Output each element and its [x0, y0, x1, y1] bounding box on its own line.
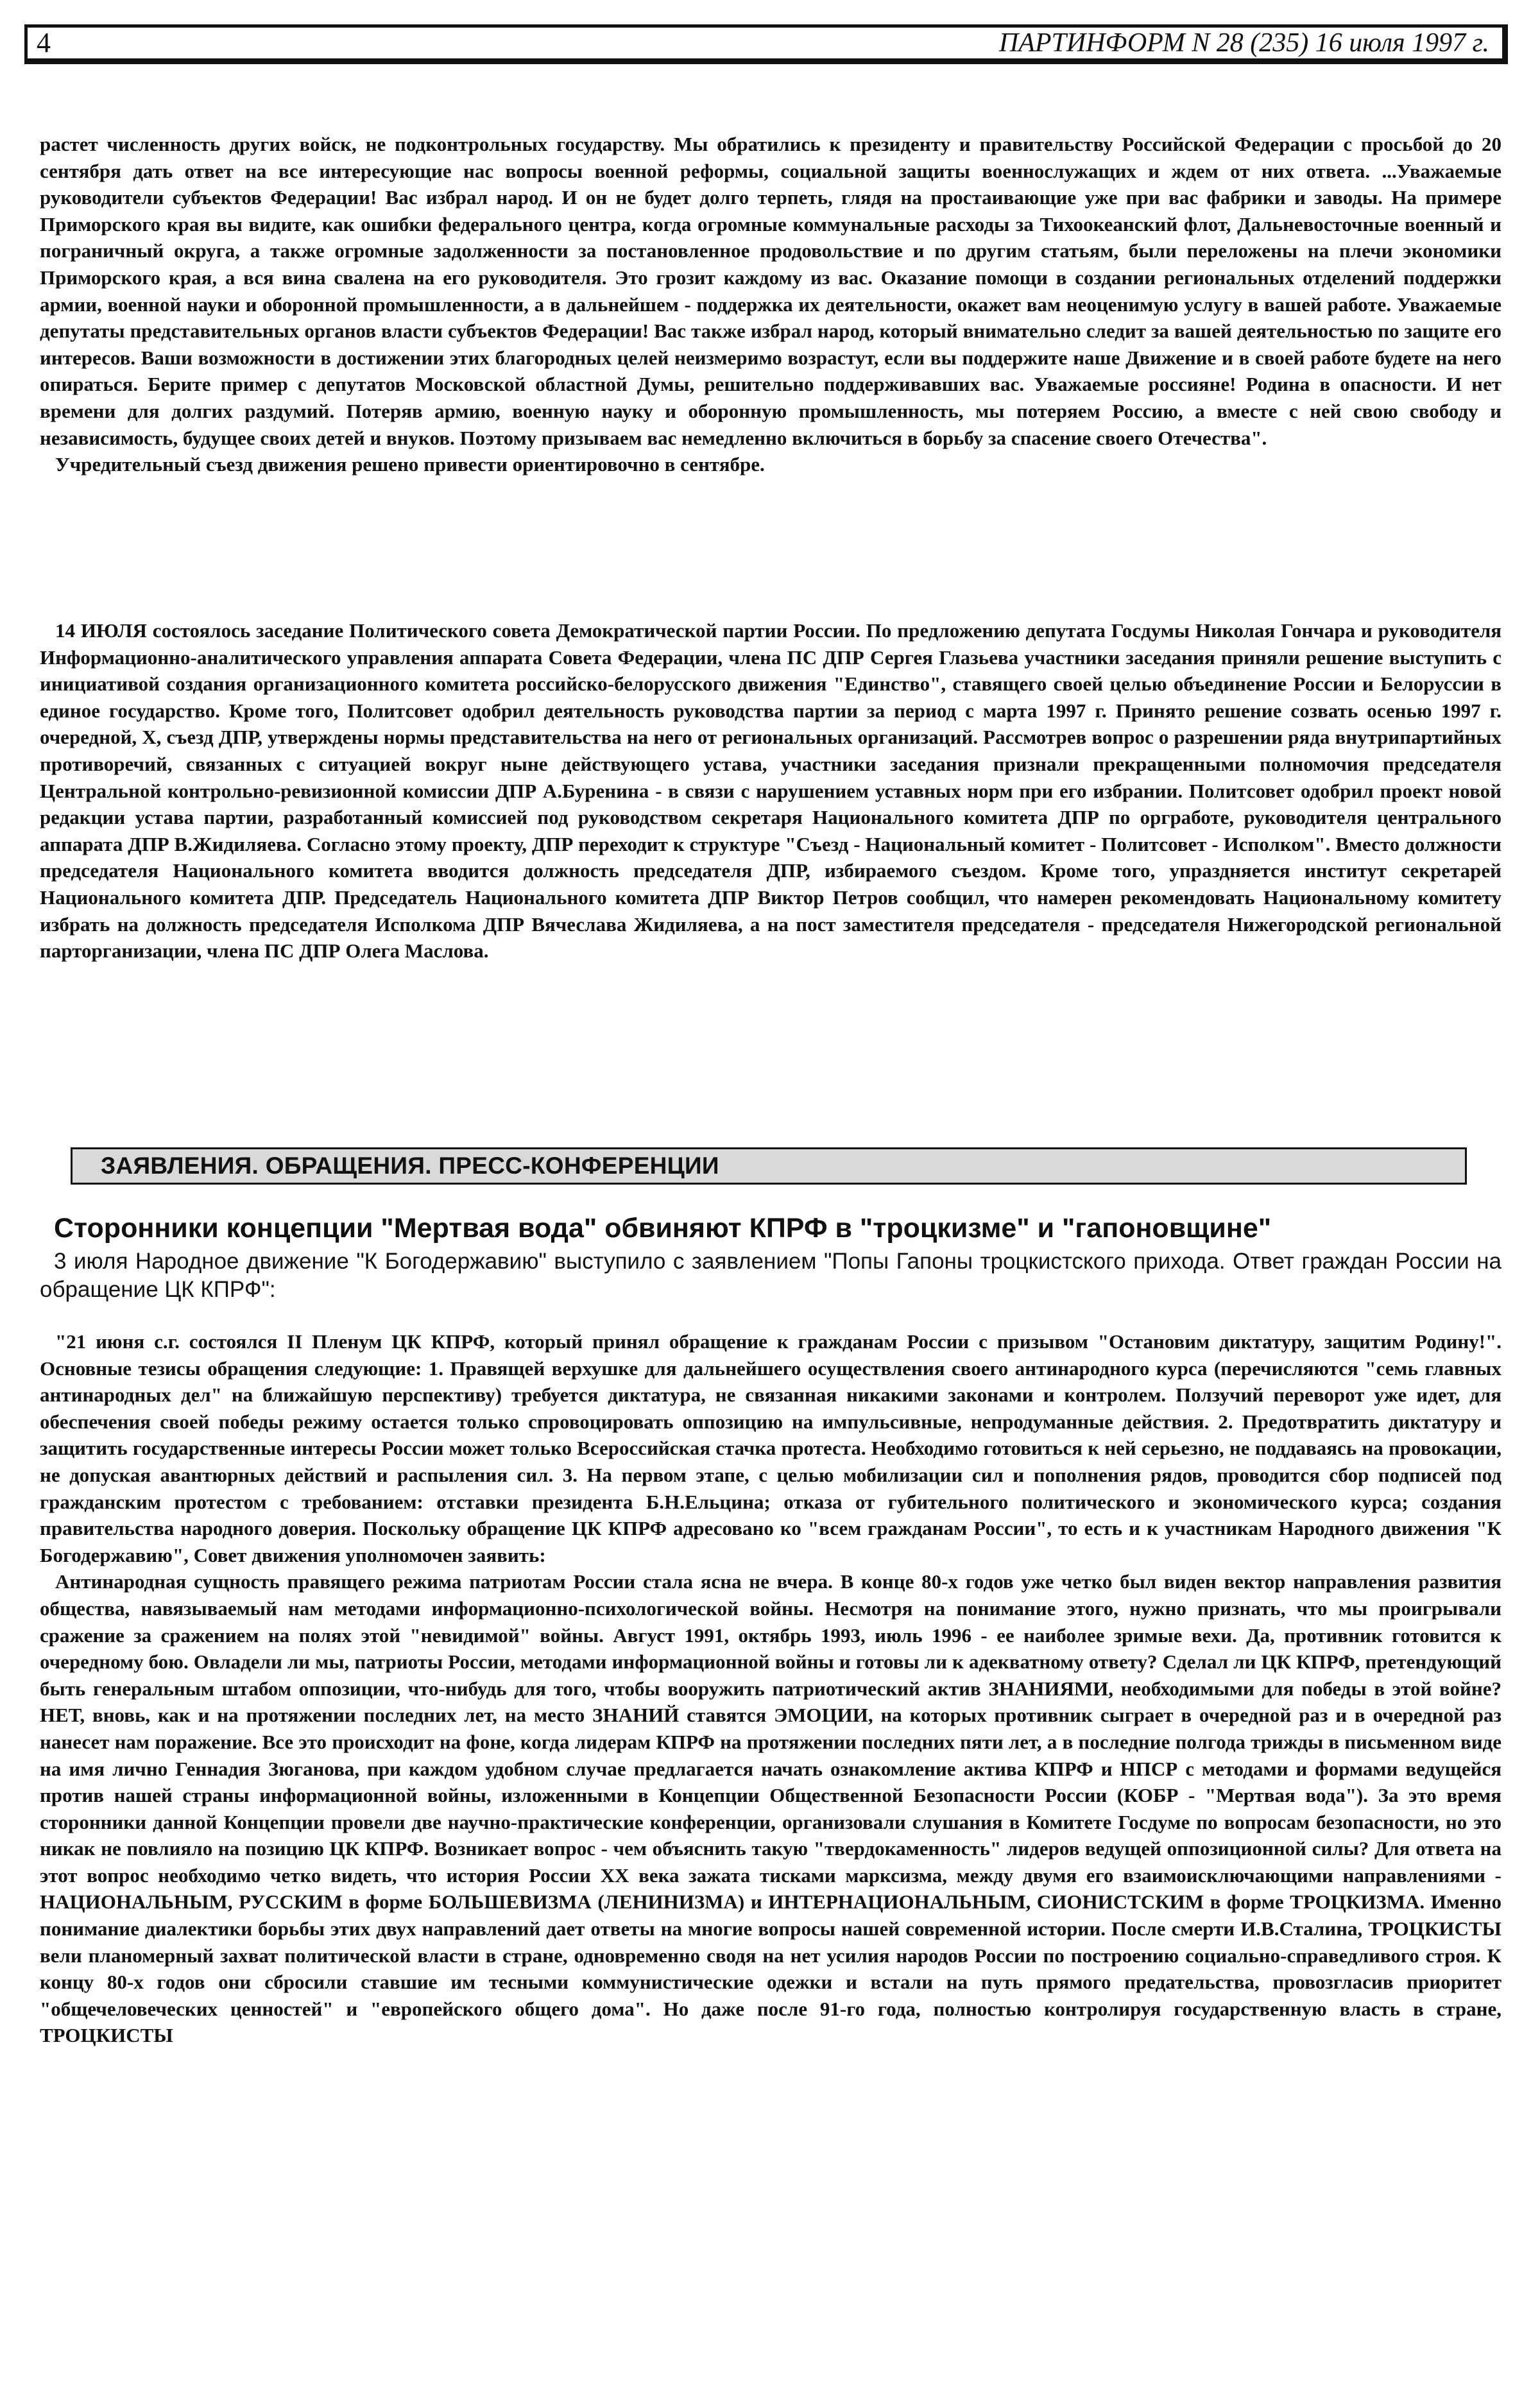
masthead: ПАРТИНФОРМ N 28 (235) 16 июля 1997 г.: [998, 28, 1489, 58]
section-title: ЗАЯВЛЕНИЯ. ОБРАЩЕНИЯ. ПРЕСС-КОНФЕРЕНЦИИ: [101, 1152, 719, 1179]
article-headline: Сторонники концепции "Мертвая вода" обвиняют КПРФ в "троцкизме" и "гапоновщине": [54, 1213, 1272, 1244]
paragraph: Учредительный съезд движения решено привести ориентировочно в сентябре.: [55, 453, 765, 476]
page-header: [24, 24, 1508, 64]
page-number: 4: [37, 27, 51, 58]
paragraph: 14 ИЮЛЯ состоялось заседание Политического совета Демократической партии России. По предложению депутата Госдумы Николая Гончара и руководителя Информационно-аналитического управления аппарата Совета Федерации, члена ПС ДПР Сергея Глазьева участники заседания приняли решение выступить с инициативой создания организационного комитета российско-белорусского движения "Единство", ставящего своей целью объединение России и Белоруссии в единое государство. Кроме того, Политсовет одобрил деятельность руководства партии за период с марта 1997 г. Принято решение созвать осенью 1997 г. очередной, X, съезд ДПР, утверждены нормы представительства на него от региональных организаций. Рассмотрев вопрос о разрешении ряда внутрипартийных противоречий, связанных с ситуацией вокруг ныне действующего устава, участники заседания признали прекращенными полномочия председателя Центральной контрольно-ревизионной комиссии ДПР А.Буренина - в связи с нарушением уставных норм при его избрании. Политсовет одобрил проект новой редакции устава партии, разработанный комиссией под руководством секретаря Национального комитета ДПР по оргработе, руководителя центрального аппарата ДПР В.Жидиляева. Согласно этому проекту, ДПР переходит к структуре "Съезд - Национальный комитет - Политсовет - Исполком". Вместо должности председателя Национального комитета вводится должность председателя ДПР, избираемого съездом. Кроме того, упраздняется институт секретарей Национального комитета ДПР. Председатель Национального комитета ДПР Виктор Петров сообщил, что намерен рекомендовать Национальному комитету избрать на должность председателя Исполкома ДПР Вячеслава Жидиляева, а на пост заместителя председателя - председателя Нижегородской региональной парторганизации, члена ПС ДПР Олега Маслова.: [40, 619, 1502, 963]
news-item-dpr: [40, 617, 1502, 964]
paragraph: растет численность других войск, не подконтрольных государству. Мы обратились к президенту и правительству Российской Федерации с просьбой до 20 сентября дать ответ на все интересующие нас вопросы военной реформы, социальной защиты военнослужащих и ждем от них ответа. ...Уважаемые руководители субъектов Федерации! Вас избрал народ. И он не будет долго терпеть, глядя на простаивающие уже при вас фабрики и заводы. На примере Приморского края вы видите, как ошибки федерального центра, когда огромные коммунальные расходы за Тихоокеанский флот, Дальневосточные военный и пограничный округа, а также огромные задолженности за постановленное продовольствие и по другим статьям, были переложены на плечи экономики Приморского края, а вся вина свалена на его руководителя. Это грозит каждому из вас. Оказание помощи в создании региональных отделений поддержки армии, военной науки и оборонной промышленности, а в дальнейшем - поддержка их деятельности, окажет вам неоценимую услугу в вашей работе. Уважаемые депутаты представительных органов власти субъектов Федерации! Вас также избрал народ, который внимательно следит за вашей деятельностью по защите его интересов. Ваши возможности в достижении этих благородных целей неизмеримо возрастут, если вы поддержите наше Движение и в своей работе будете на него опираться. Берите пример с депутатов Московской областной Думы, решительно поддерживавших вас. Уважаемые россияне! Родина в опасности. И нет времени для долгих раздумий. Потеряв армию, военную науку и оборонную промышленность, мы потеряем Россию, а вместе с ней свою свободу и независимость, будущее своих детей и внуков. Поэтому призываем вас немедленно включиться в борьбу за спасение своего Отечества".: [40, 133, 1502, 449]
paragraph: "21 июня с.г. состоялся II Пленум ЦК КПРФ, который принял обращение к гражданам России с призывом "Остановим диктатуру, защитим Родину!". Основные тезисы обращения следующие: 1. Правящей верхушке для дальнейшего осуществления своего антинародного курса (перечисляются "семь главных антинародных дел" на ближайшую перспективу) требуется диктатура, не связанная никакими законами и контролем. Ползучий переворот уже идет, для обеспечения своей победы режиму остается только спровоцировать оппозицию на импульсивные, непродуманные действия. 2. Предотвратить диктатуру и защитить государственные интересы России может только Всероссийская стачка протеста. Необходимо готовиться к ней серьезно, не поддаваясь на провокации, не допуская авантюрных действий и распыления сил. 3. На первом этапе, с целью мобилизации сил и пополнения рядов, проводится сбор подписей под гражданским протестом с требованием: отставки президента Б.Н.Ельцина; отказа от губительного политического и экономического курса; создания правительства народного доверия. Поскольку обращение ЦК КПРФ адресовано ко "всем гражданам России", то есть и к участникам Народного движения "К Богодержавию", Совет движения уполномочен заявить:: [40, 1330, 1502, 1566]
section-heading: [71, 1147, 1467, 1185]
article-body: [40, 1328, 1502, 2049]
article-lead: 3 июля Народное движение "К Богодержавию" выступило с заявлением "Попы Гапоны троцкистского прихода. Ответ граждан России на обращение ЦК КПРФ":: [40, 1249, 1502, 1302]
article-continuation: [40, 131, 1502, 478]
paragraph: Антинародная сущность правящего режима патриотам России стала ясна не вчера. В конце 80-х годов уже четко был виден вектор направления развития общества, навязываемый нам методами информационно-психологической войны. Несмотря на понимание этого, нужно признать, что мы проигрывали сражение за сражением на полях этой "невидимой" войны. Август 1991, октябрь 1993, июль 1996 - ее наиболее зримые вехи. Да, противник готовится к очередному бою. Овладели ли мы, патриоты России, методами информационной войны и готовы ли к адекватному ответу? Сделал ли ЦК КПРФ, претендующий быть генеральным штабом оппозиции, что-нибудь для того, чтобы вооружить патриотический актив ЗНАНИЯМИ, необходимыми для победы в этой войне? НЕТ, вновь, как и на протяжении последних лет, на место ЗНАНИЙ ставятся ЭМОЦИИ, на которых противник сыграет в очередной раз и в очередной раз нанесет нам поражение. Все это происходит на фоне, когда лидерам КПРФ на протяжении последних пяти лет, а в последние полгода трижды в письменном виде на имя лично Геннадия Зюганова, при каждом удобном случае предлагается начать ознакомление актива КПРФ и НПСР с методами и формами ведущейся против нашей страны информационной войны, изложенными в Концепции Общественной Безопасности России (КОБР - "Мертвая вода"). За это время сторонники данной Концепции провели две научно-практические конференции, организовали слушания в Комитете Госдуме по вопросам безопасности, но это никак не повлияло на позицию ЦК КПРФ. Возникает вопрос - чем объяснить такую "твердокаменность" лидеров ведущей оппозиционной силы? Для ответа на этот вопрос необходимо четко видеть, что история России XX века зажата тисками марксизма, между двумя его взаимоисключающими направлениями - НАЦИОНАЛЬНЫМ, РУССКИМ в форме БОЛЬШЕВИЗМА (ЛЕНИНИЗМА) и ИНТЕРНАЦИОНАЛЬНЫМ, СИОНИСТСКИМ в форме ТРОЦКИЗМА. Именно понимание диалектики борьбы этих двух направлений дает ответы на многие вопросы нашей современной истории. После смерти И.В.Сталина, ТРОЦКИСТЫ вели планомерный захват политической власти в стране, одновременно сводя на нет усилия народов России по построению социально-справедливого строя. К концу 80-х годов они сбросили ставшие им тесными коммунистические одежки и встали на путь прямого предательства, провозгласив приоритет "общечеловеческих ценностей" и "европейского общего дома". Но даже после 91-го года, полностью контролируя государственную власть в стране, ТРОЦКИСТЫ: [40, 1570, 1502, 2047]
